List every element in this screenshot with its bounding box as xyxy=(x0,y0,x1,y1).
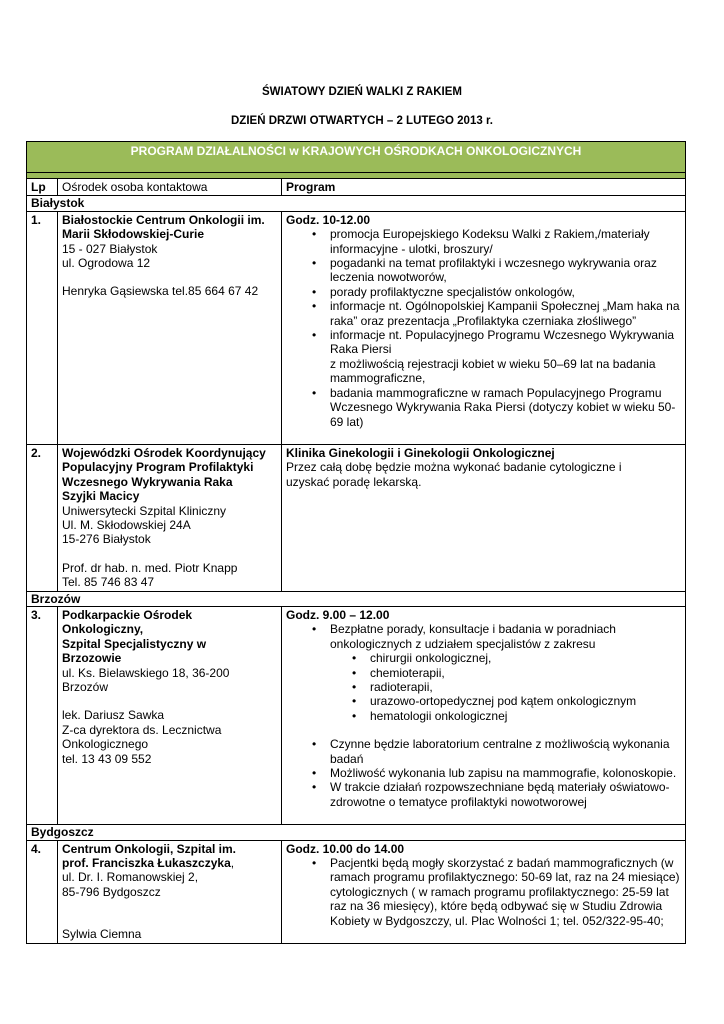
list-item: • W trakcie działań rozpowszechniane będą materiały oświatowo-zdrowotne o tematyce profilaktyki nowotworowej xyxy=(330,780,681,809)
list-item-text: informacje nt. Populacyjnego Programu Wczesnego Wykrywania Raka Piersi xyxy=(330,328,675,357)
list-item: • Czynne będzie laboratorium centralne z możliwością wykonania badań xyxy=(330,737,681,766)
contact-line: Sylwia Ciemna xyxy=(62,927,142,942)
contact-line: Z-ca dyrektora ds. Lecznictwa xyxy=(62,722,222,737)
city-label: Białystok xyxy=(27,196,686,211)
address-line: Uniwersytecki Szpital Kliniczny xyxy=(62,503,227,518)
table-row xyxy=(27,444,686,591)
sublist-item: • hematologii onkologicznej xyxy=(370,709,681,723)
list-item xyxy=(330,328,681,386)
program-list xyxy=(286,856,681,928)
center-name-line: Podkarpackie Ośrodek xyxy=(62,607,193,622)
center-name-line xyxy=(62,856,277,870)
contact-line: Onkologicznego xyxy=(62,737,149,752)
center-cell xyxy=(58,211,282,444)
row-number: 3. xyxy=(27,606,58,824)
contact-line: Prof. dr hab. n. med. Piotr Knapp xyxy=(62,560,238,575)
center-name-line: Centrum Onkologii, Szpital im. xyxy=(62,841,237,856)
document-title: ŚWIATOWY DZIEŃ WALKI Z RAKIEM xyxy=(262,86,462,98)
header-center: Ośrodek osoba kontaktowa xyxy=(58,179,282,196)
list-item: • informacje nt. Ogólnopolskiej Kampanii Społecznej „Mam haka na raka” oraz prezentacja „Profilaktyka czerniaka złośliwego” xyxy=(330,299,681,328)
table-header-row xyxy=(27,179,686,196)
program-cell xyxy=(282,840,686,943)
list-item: • Możliwość wykonania lub zapisu na mammografie, kolonoskopie. xyxy=(330,766,681,780)
contact-line: lek. Dariusz Sawka xyxy=(62,708,165,723)
row-number: 4. xyxy=(27,840,58,943)
center-cell xyxy=(58,444,282,591)
program-table xyxy=(26,141,686,944)
program-title: Godz. 9.00 – 12.00 xyxy=(286,607,390,622)
header-lp: Lp xyxy=(27,179,58,196)
table-row xyxy=(27,840,686,943)
list-item xyxy=(330,622,681,723)
address-line: Brzozów xyxy=(62,680,109,694)
table-row xyxy=(27,211,686,444)
city-label: Bydgoszcz xyxy=(27,825,686,840)
center-name-tail: , xyxy=(230,856,235,871)
address-line: ul. Ks. Bielawskiego 18, 36-200 xyxy=(62,665,230,680)
table-banner-row xyxy=(27,142,686,173)
list-item: • pogadanki na temat profilaktyki i wczesnego wykrywania oraz leczenia nowotworów, xyxy=(330,256,681,285)
address-line: 15-276 Białystok xyxy=(62,532,151,547)
contact-line: Henryka Gąsiewska tel.85 664 67 42 xyxy=(62,284,259,299)
city-label: Brzozów xyxy=(27,591,686,606)
contact-line: tel. 13 43 09 552 xyxy=(62,751,152,766)
center-name-bold: prof. Franciszka Łukaszczyka xyxy=(62,856,231,871)
center-cell xyxy=(58,840,282,943)
sublist-item: • chirurgii onkologicznej, xyxy=(370,651,681,665)
sublist-item: • urazowo-ortopedycznej pod kątem onkologicznym xyxy=(370,694,681,708)
program-list xyxy=(286,227,681,429)
row-number: 2. xyxy=(27,444,58,591)
program-list xyxy=(286,737,681,809)
address-line: 85-796 Bydgoszcz xyxy=(62,884,161,899)
program-cell xyxy=(282,211,686,444)
sublist xyxy=(330,651,681,723)
program-text: uzyskać poradę lekarską. xyxy=(286,474,422,489)
sublist-item: • radioterapii, xyxy=(370,680,681,694)
center-name-line: Marii Skłodowskiej-Curie xyxy=(62,227,205,242)
city-row xyxy=(27,591,686,606)
program-title: Godz. 10.00 do 14.00 xyxy=(286,841,405,856)
address-line: 15 - 027 Białystok xyxy=(62,241,158,256)
list-item: • Pacjentki będą mogły skorzystać z badań mammograficznych (w ramach programu profilaktycznego: 50-69 lat, raz na 24 miesiące) cytologicznych ( w ramach programu profilaktycznego: 25-59 lat raz na 36 miesięcy), które będą odbywać się w Studiu Zdrowia Kobiety w Bydgoszczy, ul. Plac Wolności 1; tel. 052/322-95-40; xyxy=(330,856,681,928)
program-cell xyxy=(282,444,686,591)
list-item: • badania mammograficzne w ramach Populacyjnego Programu Wczesnego Wykrywania Raka Piersi (dotyczy kobiet w wieku 50-69 lat) xyxy=(330,386,681,429)
address-line: ul. Ogrodowa 12 xyxy=(62,256,151,271)
center-name-line: Wojewódzki Ośrodek Koordynujący xyxy=(62,445,266,460)
center-name-line: Wczesnego Wykrywania Raka xyxy=(62,474,233,489)
contact-line: Tel. 85 746 83 47 xyxy=(62,575,155,590)
center-cell xyxy=(58,606,282,824)
center-name-line: Onkologiczny, xyxy=(62,622,144,637)
table-banner: PROGRAM DZIAŁALNOŚCI w KRAJOWYCH OŚRODKACH ONKOLOGICZNYCH xyxy=(27,142,686,173)
center-name-line: Brzozowie xyxy=(62,651,122,666)
list-item: • promocja Europejskiego Kodeksu Walki z Rakiem,/materiały informacyjne - ulotki, broszury/ xyxy=(330,227,681,256)
document-subtitle: DZIEŃ DRZWI OTWARTYCH – 2 LUTEGO 2013 r. xyxy=(231,115,493,127)
program-text: Przez całą dobę będzie można wykonać badanie cytologiczne i xyxy=(286,460,622,475)
city-row xyxy=(27,196,686,211)
center-name-line: Szpital Specjalistyczny w xyxy=(62,636,207,651)
address-line: Ul. M. Skłodowskiej 24A xyxy=(62,517,191,532)
list-item-text: Bezpłatne porady, konsultacje i badania w poradniach onkologicznych z udziałem specjalistów z zakresu xyxy=(330,622,616,651)
city-row xyxy=(27,825,686,840)
program-cell xyxy=(282,606,686,824)
program-list xyxy=(286,622,681,723)
center-name-line: Populacyjny Program Profilaktyki xyxy=(62,460,254,475)
sublist-item: • chemioterapii, xyxy=(370,666,681,680)
center-name-line: Szyjki Macicy xyxy=(62,489,140,504)
address-line: ul. Dr. I. Romanowskiej 2, xyxy=(62,870,199,885)
program-title: Godz. 10-12.00 xyxy=(286,212,371,227)
center-name-line: Białostockie Centrum Onkologii im. xyxy=(62,212,265,227)
row-number: 1. xyxy=(27,211,58,444)
table-row xyxy=(27,606,686,824)
list-item-extra: z możliwością rejestracji kobiet w wieku 50–69 lat na badania mammograficzne, xyxy=(330,356,656,386)
list-item: • porady profilaktyczne specjalistów onkologów, xyxy=(330,285,681,299)
program-title: Klinika Ginekologii i Ginekologii Onkologicznej xyxy=(286,445,555,460)
header-program: Program xyxy=(282,179,686,196)
